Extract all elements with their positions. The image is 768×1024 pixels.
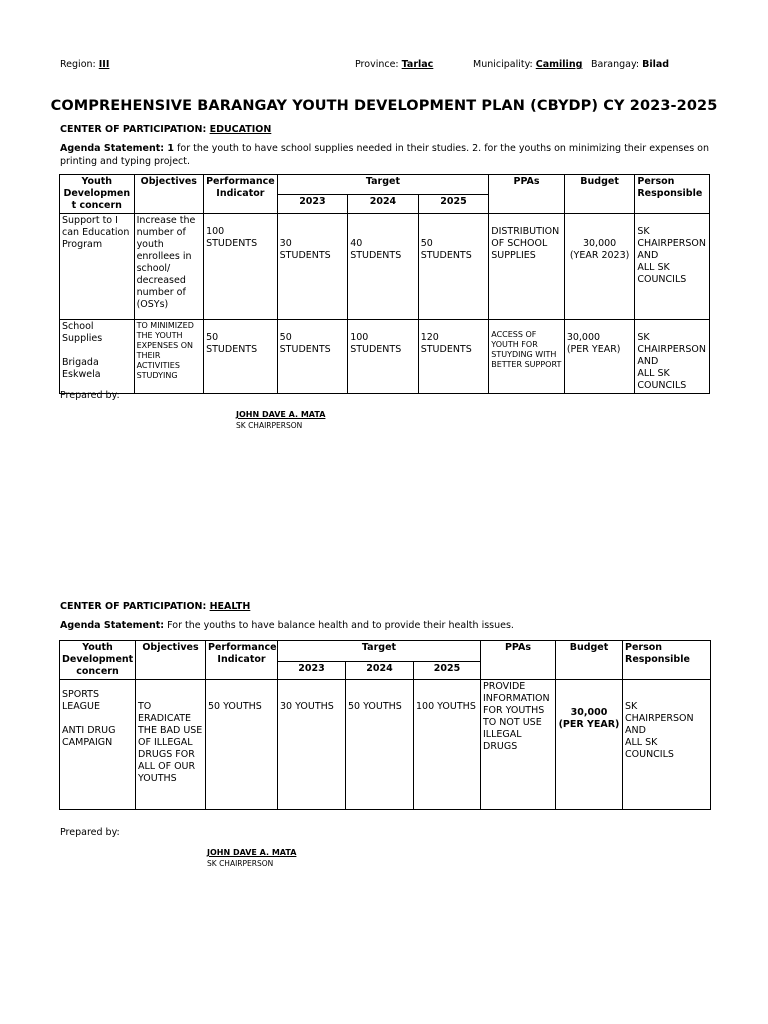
health-plan-table [59, 640, 711, 810]
col-header-ppas: PPAs [481, 641, 556, 680]
col-header-concern: Youth Development concern [60, 641, 136, 680]
education-plan-table [59, 174, 710, 394]
prepared-by-label: Prepared by: [60, 827, 120, 838]
col-header-ppas: PPAs [489, 175, 565, 214]
col-header-2024: 2024 [348, 195, 419, 214]
barangay-field: Barangay: Bilad [591, 59, 670, 70]
col-header-2024: 2024 [346, 662, 414, 680]
col-header-target: Target [277, 175, 489, 195]
province-value: Tarlac [401, 59, 434, 70]
center-of-participation-health: CENTER OF PARTICIPATION: HEALTH [60, 601, 251, 612]
signatory-name: JOHN DAVE A. MATA [236, 410, 326, 419]
col-header-person: Person Responsible [635, 175, 710, 214]
municipality-value: Camiling [535, 59, 583, 70]
col-header-2023: 2023 [278, 662, 346, 680]
barangay-value: Bilad [642, 59, 670, 70]
signatory-position: SK CHAIRPERSON [207, 859, 274, 868]
col-header-objectives: Objectives [136, 641, 206, 680]
table-row: School Supplies Brigada Eskwela TO MINIMIZED THE YOUTH EXPENSES ON THEIR ACTIVITIES STUDYING 50 STUDENTS 50 STUDENTS 100 STUDENTS 120 STUDENTS ACCESS OF YOUTH FOR STUYDING WITH BETTER SUPPORT 30,000 (PER YEAR) SK CHAIRPERSON AND ALL SK COUNCILS [60, 320, 710, 394]
agenda-statement-education: Agenda Statement: 1 for the youth to have school supplies needed in their studies. 2. for the youths on minimizing their expenses on printing and typing project. [60, 143, 710, 167]
col-header-2025: 2025 [418, 195, 489, 214]
municipality-field: Municipality: Camiling [473, 59, 583, 70]
col-header-indicator: Performance Indicator [204, 175, 278, 214]
table-row: Support to I can Education Program Increase the number of youth enrollees in school/ decreased number of (OSYs) 100 STUDENTS 30 STUDENTS 40 STUDENTS 50 STUDENTS DISTRIBUTION OF SCHOOL SUPPLIES 30,000 (YEAR 2023) SK CHAIRPERSON AND ALL SK COUNCILS [60, 214, 710, 320]
center-of-participation-education: CENTER OF PARTICIPATION: EDUCATION [60, 124, 272, 135]
col-header-2023: 2023 [277, 195, 348, 214]
col-header-objectives: Objectives [134, 175, 204, 214]
table-row: SPORTS LEAGUE ANTI DRUG CAMPAIGN TO ERADICATE THE BAD USE OF ILLEGAL DRUGS FOR ALL OF OUR YOUTHS 50 YOUTHS 30 YOUTHS 50 YOUTHS 100 YOUTHS PROVIDE INFORMATION FOR YOUTHS TO NOT USE ILLEGAL DRUGS 30,000 (PER YEAR) SK CHAIRPERSON AND ALL SK COUNCILS [60, 680, 711, 810]
region-value: III [98, 59, 110, 70]
col-header-budget: Budget [556, 641, 623, 680]
signatory-name: JOHN DAVE A. MATA [207, 848, 297, 857]
prepared-by-label: Prepared by: [60, 390, 120, 401]
agenda-statement-health: Agenda Statement: For the youths to have balance health and to provide their health issues. [60, 620, 514, 631]
province-field: Province: Tarlac [355, 59, 434, 70]
col-header-target: Target [278, 641, 481, 662]
page-title: COMPREHENSIVE BARANGAY YOUTH DEVELOPMENT PLAN (CBYDP) CY 2023-2025 [50, 98, 718, 114]
col-header-indicator: Performance Indicator [206, 641, 278, 680]
col-header-person: Person Responsible [623, 641, 711, 680]
signatory-position: SK CHAIRPERSON [236, 421, 303, 430]
col-header-concern: Youth Developmen t concern [60, 175, 135, 214]
col-header-2025: 2025 [414, 662, 481, 680]
region-field: Region: III [60, 59, 110, 70]
col-header-budget: Budget [564, 175, 635, 214]
